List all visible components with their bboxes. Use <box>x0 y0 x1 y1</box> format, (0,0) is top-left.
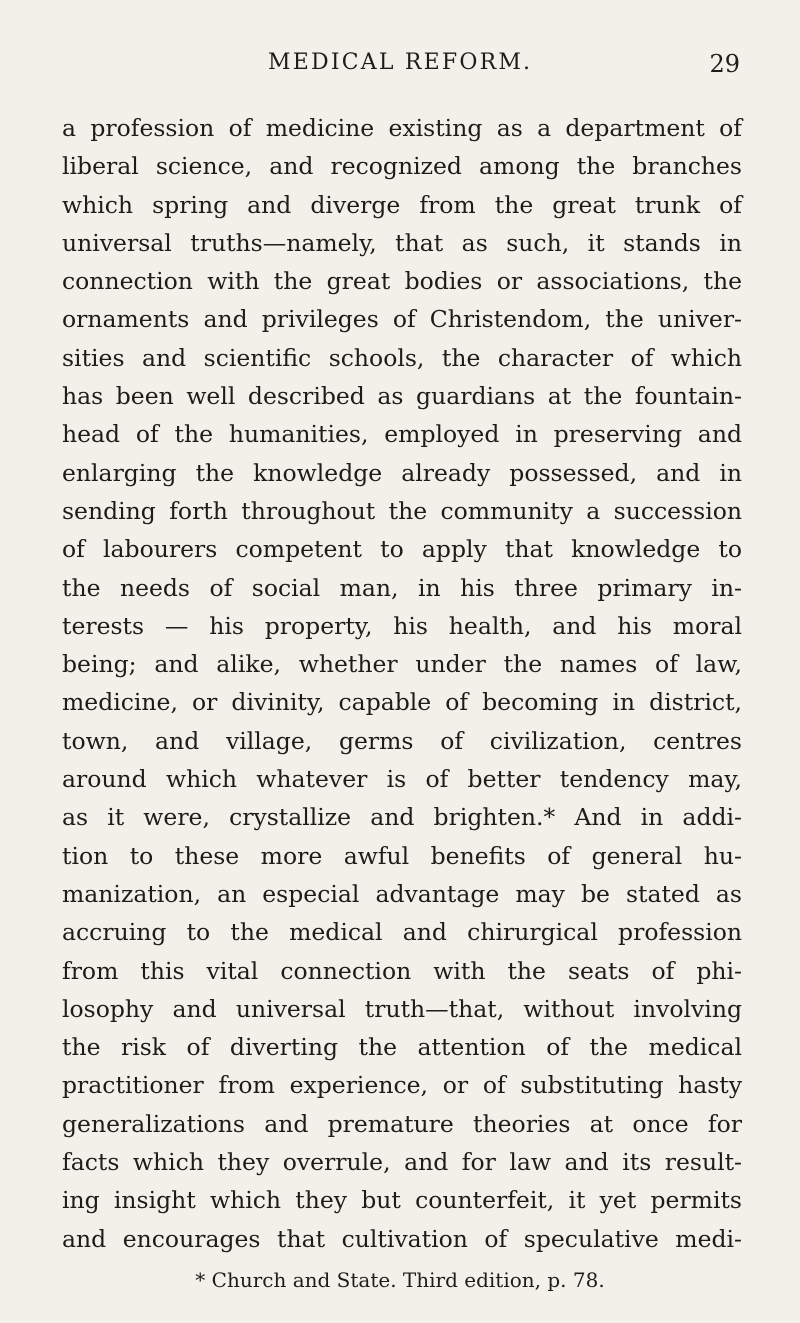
running-title: MEDICAL REFORM. <box>268 50 533 75</box>
text-line: of labourers competent to apply that knowledge to <box>62 535 742 564</box>
text-line: and encourages that cultivation of speculative medi- <box>62 1224 742 1253</box>
text-line: a profession of medicine existing as a department of <box>62 114 742 142</box>
text-line: generalizations and premature theories at once for <box>62 1109 742 1138</box>
text-line: has been well described as guardians at the fountain- <box>62 382 742 411</box>
text-line: liberal science, and recognized among the branches <box>62 152 742 181</box>
text-line: connection with the great bodies or associations, the <box>62 267 742 296</box>
footnote: * Church and State. Third edition, p. 78. <box>195 1268 605 1292</box>
text-line: sities and scientific schools, the character of which <box>62 343 742 372</box>
text-line: ing insight which they but counterfeit, it yet permits <box>62 1186 742 1215</box>
text-line: the needs of social man, in his three primary in- <box>62 573 742 602</box>
text-line: town, and village, germs of civilization, centres <box>62 726 742 755</box>
text-line: being; and alike, whether under the names of law, <box>62 650 742 679</box>
page-header <box>0 50 800 90</box>
text-line: tion to these more awful benefits of general hu- <box>62 841 742 870</box>
text-line: medicine, or divinity, capable of becoming in district, <box>62 688 742 717</box>
body-text <box>62 109 742 1258</box>
text-line: universal truths—namely, that as such, it stands in <box>62 228 742 257</box>
text-line: practitioner from experience, or of substituting hasty <box>62 1071 742 1100</box>
text-line: around which whatever is of better tendency may, <box>62 765 742 794</box>
text-line: head of the humanities, employed in preserving and <box>62 420 742 449</box>
text-line: as it were, crystallize and brighten.* And in addi- <box>62 803 742 832</box>
text-line: manization, an especial advantage may be stated as <box>62 879 742 908</box>
text-line: the risk of diverting the attention of the medical <box>62 1033 742 1062</box>
text-line: enlarging the knowledge already possessed, and in <box>62 458 742 487</box>
text-line: which spring and diverge from the great trunk of <box>62 190 742 219</box>
text-line: terests — his property, his health, and his moral <box>62 611 742 640</box>
text-line: ornaments and privileges of Christendom, the univer- <box>62 305 742 334</box>
text-line: sending forth throughout the community a succession <box>62 496 742 525</box>
text-line: from this vital connection with the seats of phi- <box>62 956 742 985</box>
page-number: 29 <box>709 50 740 78</box>
text-line: accruing to the medical and chirurgical profession <box>62 918 742 947</box>
text-line: losophy and universal truth—that, without involving <box>62 994 742 1023</box>
text-line: facts which they overrule, and for law and its result- <box>62 1148 742 1177</box>
